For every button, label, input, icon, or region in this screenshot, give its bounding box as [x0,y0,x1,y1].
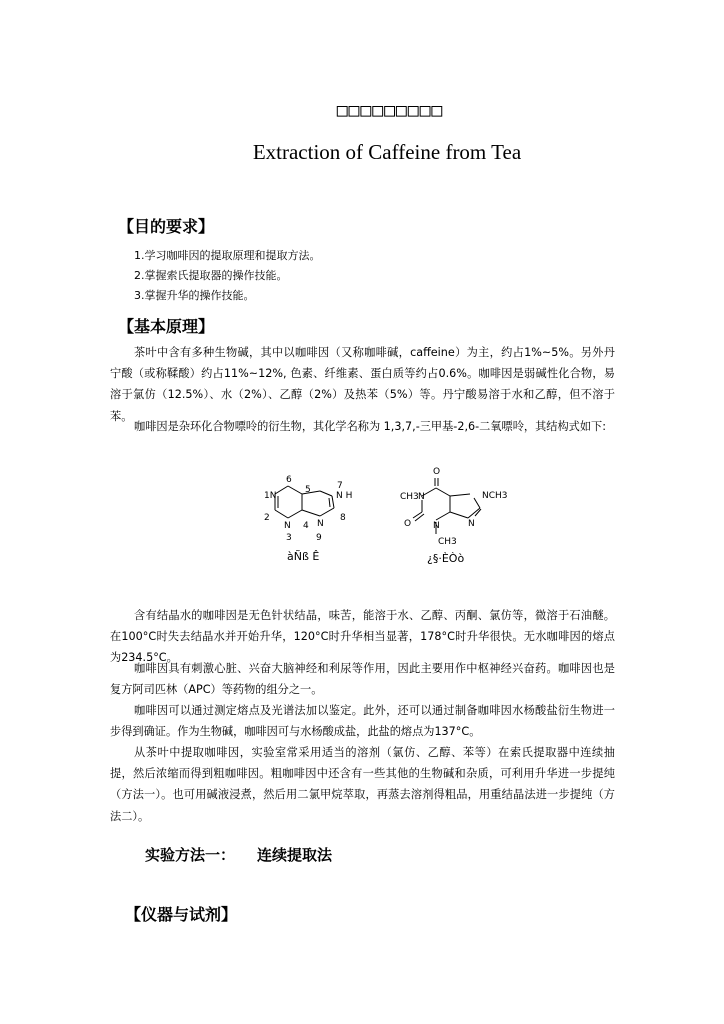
section-heading-method [145,844,332,865]
atom-label: 6 [286,475,292,485]
page-title-garbled: □□□□□□□□□ [336,100,444,121]
atom-label: CH3 [400,492,419,502]
atom-label: 7 [337,481,343,491]
atom-label: N [317,519,324,529]
atom-label: O [404,519,412,529]
atom-label: 5 [305,485,311,495]
goal-item: 2.掌握索氏提取器的操作技能。 [134,269,288,282]
atom-label: 9 [316,533,322,543]
atom-label: 3 [286,533,292,543]
figure-caption-purine: àÑß Ê [287,550,320,563]
paragraph: 咖啡因可以通过测定熔点及光谱法加以鉴定。此外，还可以通过制备咖啡因水杨酸盐衍生物进一步得到确证。作为生物碱，咖啡因可与水杨酸成盐，此盐的熔点为137°C。 [110,704,615,739]
atom-label: 1N [264,491,277,501]
paragraph: 从茶叶中提取咖啡因，实验室常采用适当的溶剂（氯仿、乙醇、苯等）在索氏提取器中连续抽提，然后浓缩而得到粗咖啡因。粗咖啡因中还含有一些其他的生物碱和杂质，可利用升华进一步提纯（方法一）。也可用碱液浸煮，然后用二氯甲烷萃取，再蒸去溶剂得粗品，用重结晶法进一步提纯（方法二）。 [110,746,615,823]
section-heading-equipment: 【仪器与试剂】 [125,905,238,924]
paragraph: 含有结晶水的咖啡因是无色针状结晶，味苦，能溶于水、乙醇、丙酮、氯仿等，微溶于石油醚。在100°C时失去结晶水并开始升华，120°C时升华相当显著，178°C时升华很快。无水咖啡因的熔点为234.5°C。 [110,609,615,665]
figure-caption-caffeine: ¿§·ÈÒò [427,552,465,565]
goal-item: 1.学习咖啡因的提取原理和提取方法。 [134,249,321,262]
atom-label: O [433,467,441,477]
atom-label: 4 [303,521,309,531]
paragraph: 茶叶中含有多种生物碱，其中以咖啡因（又称咖啡碱，caffeine）为主，约占1%~5%。另外丹宁酸（或称鞣酸）约占11%~12%, 色素、纤维素、蛋白质等约占0.6%。咖啡因是弱碱性化合物，易溶于氯仿（12.5%）、水（2%）、乙醇（2%）及热苯（5%）等。丹宁酸易溶于水和乙醇，但不溶于苯。 [110,346,615,423]
page-title-english: Extraction of Caffeine from Tea [252,140,522,164]
atom-label: N [284,521,291,531]
atom-label: N [433,521,440,531]
method-title: 连续提取法 [257,846,333,864]
paragraph: 咖啡因是杂环化合物嘌呤的衍生物，其化学名称为 1,3,7,-三甲基-2,6-二氧嘌呤，其结构式如下: [134,420,607,433]
atom-label: N H [336,491,353,501]
atom-label: N [418,492,425,502]
section-heading-principle: 【基本原理】 [118,317,215,336]
method-number: 实验方法一： [145,846,236,864]
goal-item: 3.掌握升华的操作技能。 [134,289,255,302]
atom-label: 8 [340,513,346,523]
goal-list [134,246,321,306]
atom-label: N [468,519,475,529]
atom-label: CH3 [438,537,457,547]
paragraph: 咖啡因具有刺激心脏、兴奋大脑神经和利尿等作用，因此主要用作中枢神经兴奋药。咖啡因也是复方阿司匹林（APC）等药物的组分之一。 [110,662,615,697]
atom-label: 2 [264,513,270,523]
section-heading-goal: 【目的要求】 [118,217,215,236]
atom-label: NCH3 [482,491,508,501]
